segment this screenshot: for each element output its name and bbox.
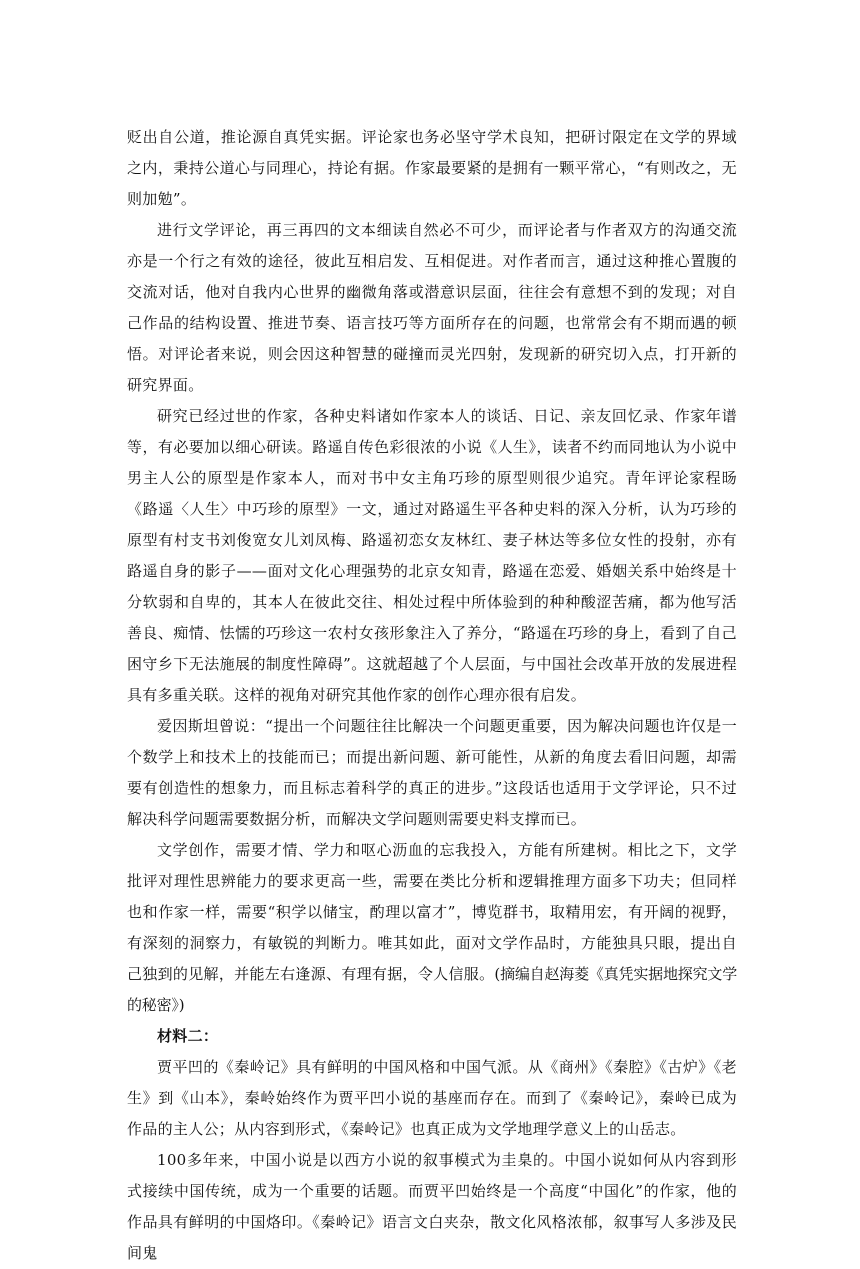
paragraph-7: 100多年来，中国小说是以西方小说的叙事模式为圭臬的。中国小说如何从内容到形式接续中国传统，成为一个重要的话题。而贾平凹始终是一个高度“中国化”的作家，他的作品具有鲜明的中国烙印。《秦岭记》语言文白夹杂，散文化风格浓郁，叙事写人多涉及民间鬼 xyxy=(127,1151,737,1262)
document-page xyxy=(127,122,737,1269)
paragraph-5-text: 文学创作，需要才情、学力和呕心沥血的忘我投入，方能有所建树。相比之下，文学批评对理性思辨能力的要求更高一些，需要在类比分析和逻辑推理方面多下功夫；但同样也和作家一样，需要“积学以储宝，酌理以富才”，博览群书，取精用宏，有开阔的视野，有深刻的洞察力，有敏锐的判断力。唯其如此，面对文学作品时，方能独具只眼，提出自己独到的见解，并能左右逢源、有理有据，令人信服。 xyxy=(127,841,737,983)
paragraph-2: 进行文学评论，再三再四的文本细读自然必不可少，而评论者与作者双方的沟通交流亦是一个行之有效的途径，彼此互相启发、互相促进。对作者而言，通过这种推心置腹的交流对话，他对自我内心世界的幽微角落或潜意识层面，往往会有意想不到的发现；对自己作品的结构设置、推进节奏、语言技巧等方面所存在的问题，也常常会有不期而遇的顿悟。对评论者来说，则会因这种智慧的碰撞而灵光四射，发现新的研究切入点，打开新的研究界面。 xyxy=(127,221,737,394)
source-citation: (摘编自赵海菱《真凭实据地探究文学的秘密》) xyxy=(127,965,737,1014)
section-heading-material-2: 材料二： xyxy=(157,1027,219,1045)
paragraph-6: 贾平凹的《秦岭记》具有鲜明的中国风格和中国气派。从《商州》《秦腔》《古炉》《老生》到《山本》，秦岭始终作为贾平凹小说的基座而存在。而到了《秦岭记》，秦岭已成为作品的主人公；从内容到形式，《秦岭记》也真正成为文学地理学意义上的山岳志。 xyxy=(127,1058,737,1138)
paragraph-1: 贬出自公道，推论源自真凭实据。评论家也务必坚守学术良知，把研讨限定在文学的界域之内，秉持公道心与同理心，持论有据。作家最要紧的是拥有一颗平常心，“有则改之，无则加勉”。 xyxy=(127,128,737,208)
paragraph-4: 爱因斯坦曾说：“提出一个问题往往比解决一个问题更重要，因为解决问题也许仅是一个数学上和技术上的技能而已；而提出新问题、新可能性，从新的角度去看旧问题，却需要有创造性的想象力，而且标志着科学的真正的进步。”这段话也适用于文学评论，只不过解决科学问题需要数据分析，而解决文学问题则需要史料支撑而已。 xyxy=(127,717,737,828)
paragraph-3: 研究已经过世的作家，各种史料诸如作家本人的谈话、日记、亲友回忆录、作家年谱等，有必要加以细心研读。路遥自传色彩很浓的小说《人生》，读者不约而同地认为小说中男主人公的原型是作家本人，而对书中女主角巧珍的原型则很少追究。青年评论家程旸《路遥〈人生〉中巧珍的原型》一文，通过对路遥生平各种史料的深入分析，认为巧珍的原型有村支书刘俊宽女儿刘凤梅、路遥初恋女友林红、妻子林达等多位女性的投射，亦有路遥自身的影子——面对文化心理强势的北京女知青，路遥在恋爱、婚姻关系中始终是十分软弱和自卑的，其本人在彼此交往、相处过程中所体验到的种种酸涩苦痛，都为他写活善良、痴情、怯懦的巧珍这一农村女孩形象注入了养分，“路遥在巧珍的身上，看到了自己困守乡下无法施展的制度性障碍”。这就超越了个人层面，与中国社会改革开放的发展进程具有多重关联。这样的视角对研究其他作家的创作心理亦很有启发。 xyxy=(127,407,737,704)
paragraph-5 xyxy=(127,835,737,1021)
